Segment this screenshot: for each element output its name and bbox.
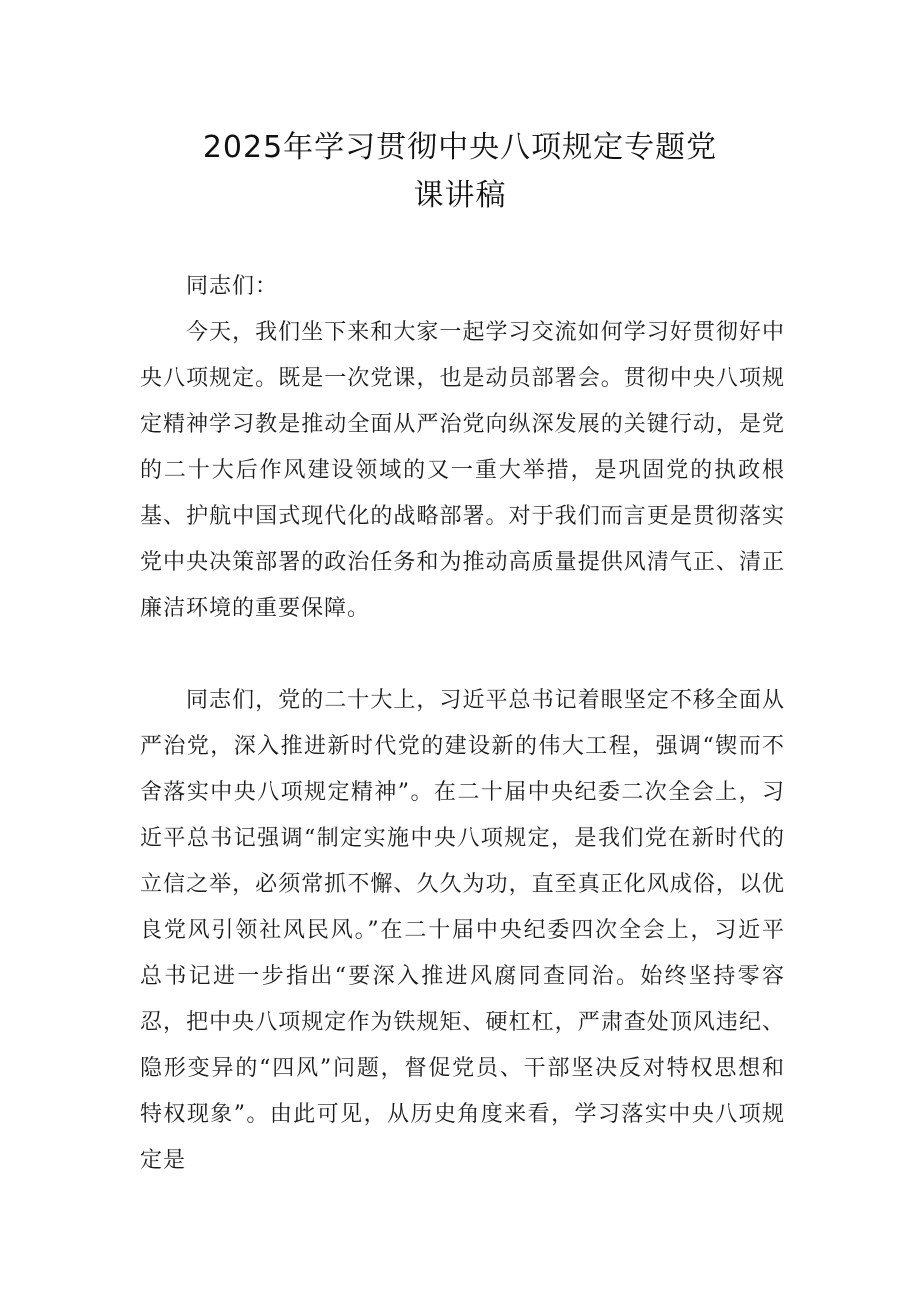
paragraph-1: 今天，我们坐下来和大家一起学习交流如何学习好贯彻好中央八项规定。既是一次党课，也是动员部署会。贯彻中央八项规定精神学习教是推动全面从严治党向纵深发展的关键行动，是党的二十大后作风建设领域的又一重大举措，是巩固党的执政根基、护航中国式现代化的战略部署。对于我们而言更是贯彻落实党中央决策部署的政治任务和为推动高质量提供风清气正、清正廉洁环境的重要保障。 [140,320,785,621]
document-title-line-2: 课讲稿 [413,178,507,213]
document-title-line-1: 2025年学习贯彻中央八项规定专题党 [202,130,718,165]
paragraph-2: 同志们，党的二十大上，习近平总书记着眼坚定不移全面从严治党，深入推进新时代党的建设新的伟大工程，强调“锲而不舍落实中央八项规定精神”。在二十届中央纪委二次全会上，习近平总书记强调“制定实施中央八项规定，是我们党在新时代的立信之举，必须常抓不懈、久久为功，直至真正化风成俗，以优良党风引领社风民风。”在二十届中央纪委四次全会上，习近平总书记进一步指出“要深入推进风腐同查同治。始终坚持零容忍，把中央八项规定作为铁规矩、硬杠杠，严肃查处顶风违纪、隐形变异的“四风”问题，督促党员、干部坚决反对特权思想和特权现象”。由此可见，从历史角度来看，学习落实中央八项规定是 [140,688,785,1173]
salutation: 同志们： [186,274,279,299]
document-body [140,264,785,1184]
